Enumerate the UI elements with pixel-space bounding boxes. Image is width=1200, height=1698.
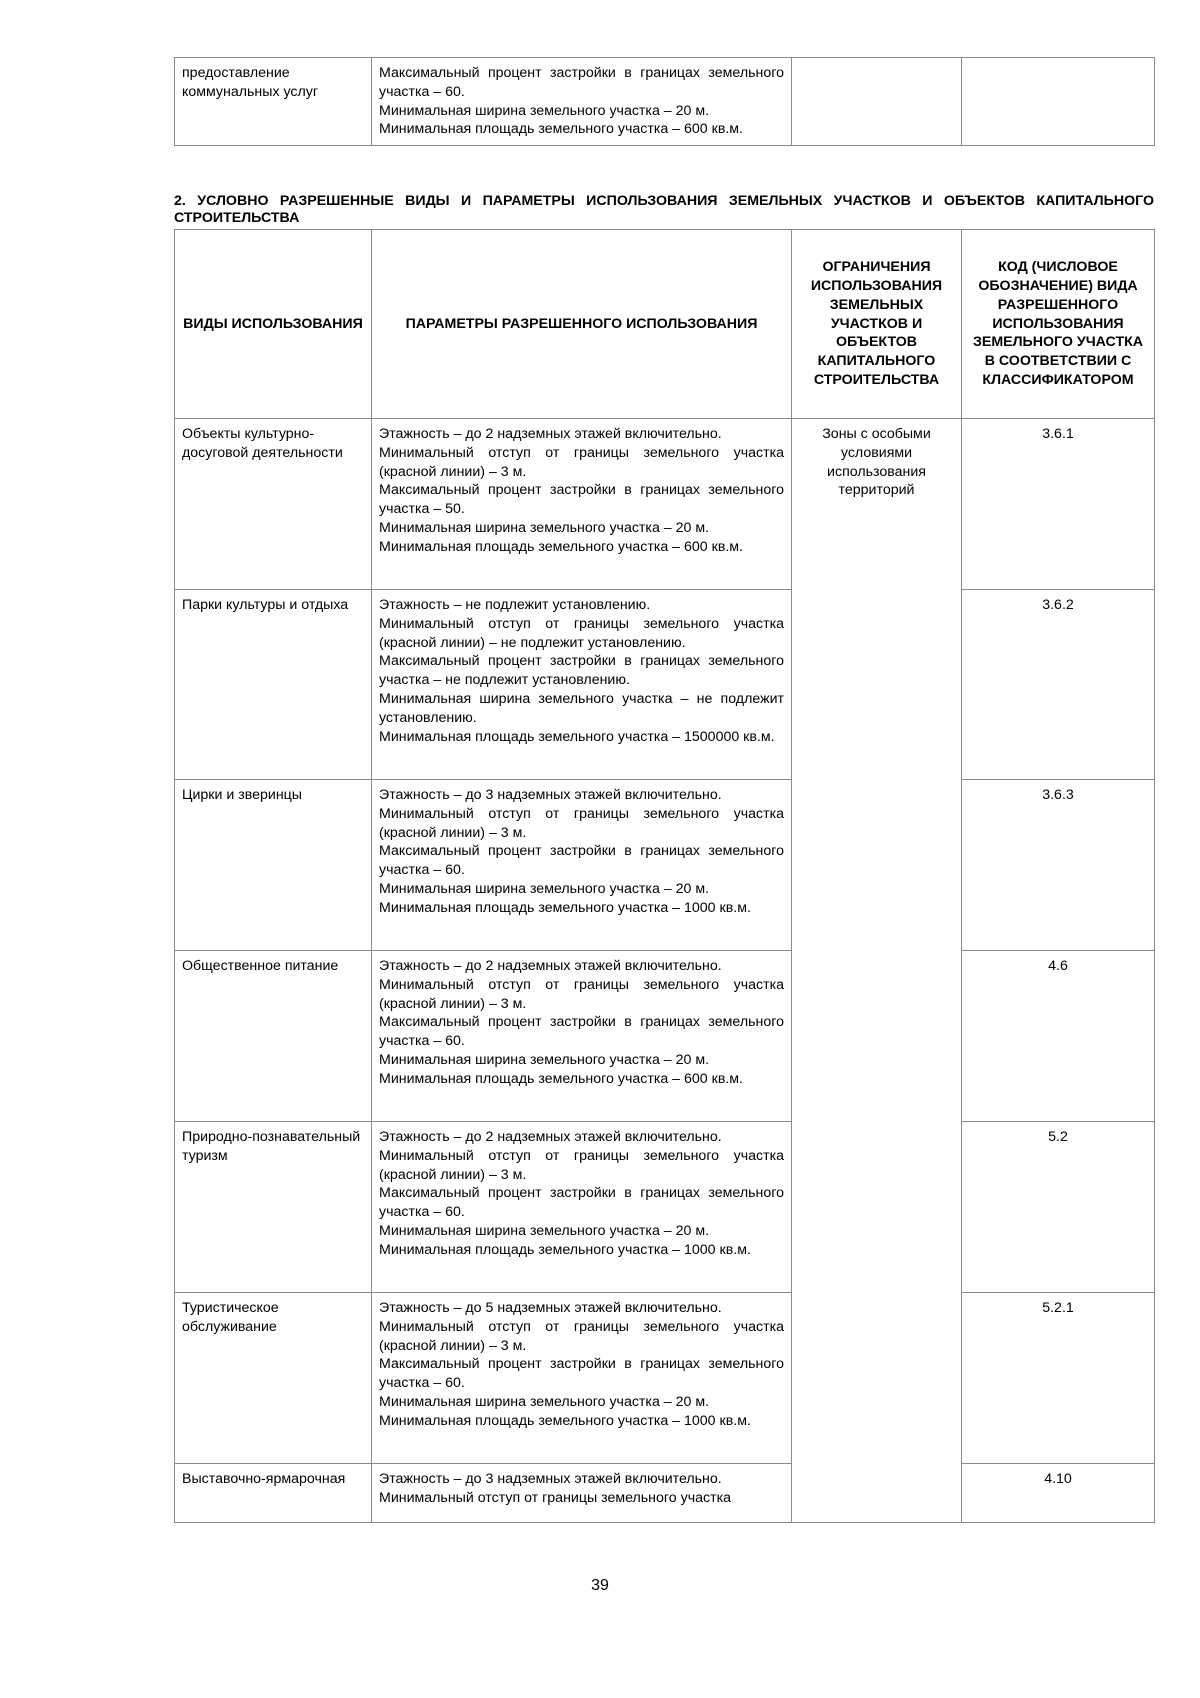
- param-line: Этажность – до 3 надземных этажей включительно.: [379, 787, 722, 803]
- header-restrictions: ОГРАНИЧЕНИЯ ИСПОЛЬЗОВАНИЯ ЗЕМЕЛЬНЫХ УЧАСТКОВ И ОБЪЕКТОВ КАПИТАЛЬНОГО СТРОИТЕЛЬСТВА: [792, 230, 962, 419]
- params-cell: [372, 1122, 792, 1293]
- param-line: Минимальная площадь земельного участка – 1500000 кв.м.: [379, 728, 775, 745]
- param-line: Максимальный процент застройки в границах земельного участка – 60.: [379, 843, 784, 879]
- table-row: [175, 590, 1155, 780]
- param-line: Минимальный отступ от границы земельного участка: [379, 1489, 731, 1506]
- param-line: Максимальный процент застройки в границах земельного участка – не подлежит установлению.: [379, 653, 784, 689]
- param-line: Максимальный процент застройки в границах земельного участка – 60.: [379, 1014, 784, 1050]
- table-row: [175, 780, 1155, 951]
- code-cell: 4.6: [962, 951, 1155, 1122]
- table-row: [175, 1122, 1155, 1293]
- table-row: [175, 1464, 1155, 1523]
- param-line: Минимальная ширина земельного участка – 20 м.: [379, 880, 710, 897]
- params-cell: [372, 1293, 792, 1464]
- code-cell: 3.6.3: [962, 780, 1155, 951]
- conditional-uses-table: [174, 229, 1155, 1523]
- use-type-cell: Объекты культурно-досуговой деятельности: [175, 419, 372, 590]
- use-type-cell: Выставочно-ярмарочная: [175, 1464, 372, 1523]
- param-line: Минимальная ширина земельного участка – не подлежит установлению.: [379, 690, 784, 726]
- param-line: Этажность – до 2 надземных этажей включительно.: [379, 426, 722, 442]
- params-cell: [372, 951, 792, 1122]
- param-line: Минимальная ширина земельного участка – 20 м.: [379, 1051, 710, 1068]
- section-heading: 2. УСЛОВНО РАЗРЕШЕННЫЕ ВИДЫ И ПАРАМЕТРЫ ИСПОЛЬЗОВАНИЯ ЗЕМЕЛЬНЫХ УЧАСТКОВ И ОБЪЕКТОВ КАПИТАЛЬНОГО СТРОИТЕЛЬСТВА: [174, 193, 1154, 226]
- param-line: Минимальный отступ от границы земельного участка (красной линии) – не подлежит установлению.: [379, 615, 784, 651]
- header-code: КОД (ЧИСЛОВОЕ ОБОЗНАЧЕНИЕ) ВИДА РАЗРЕШЕННОГО ИСПОЛЬЗОВАНИЯ ЗЕМЕЛЬНОГО УЧАСТКА В СООТВЕТСТВИИ С КЛАССИФИКАТОРОМ: [962, 230, 1155, 419]
- param-line: Минимальная площадь земельного участка – 600 кв.м.: [379, 1070, 743, 1087]
- restrictions-cell: Зоны с особыми условиями использования территорий: [792, 419, 962, 1523]
- param-line: Максимальный процент застройки в границах земельного участка – 60.: [379, 1356, 784, 1392]
- param-line: Минимальная ширина земельного участка – 20 м.: [379, 1393, 710, 1410]
- params-cell: [372, 780, 792, 951]
- params-cell: [372, 58, 792, 146]
- code-cell: 3.6.2: [962, 590, 1155, 780]
- param-line: Этажность – до 2 надземных этажей включительно.: [379, 1129, 722, 1145]
- use-type-cell: Туристическое обслуживание: [175, 1293, 372, 1464]
- code-cell: [962, 58, 1155, 146]
- param-line: Максимальный процент застройки в границах земельного участка – 50.: [379, 482, 784, 518]
- param-line: Минимальная площадь земельного участка – 1000 кв.м.: [379, 1241, 751, 1258]
- param-line: Минимальный отступ от границы земельного участка (красной линии) – 3 м.: [379, 1147, 784, 1183]
- param-line: Максимальный процент застройки в границах земельного участка – 60.: [379, 1185, 784, 1221]
- code-cell: 3.6.1: [962, 419, 1155, 590]
- continuation-table: [174, 57, 1155, 146]
- param-line: Этажность – до 5 надземных этажей включительно.: [379, 1300, 722, 1316]
- header-row: [175, 230, 1155, 419]
- param-line: Максимальный процент застройки в границах земельного участка – 60.: [379, 65, 784, 100]
- use-type-cell: Природно-познавательный туризм: [175, 1122, 372, 1293]
- param-line: Минимальная ширина земельного участка – 20 м.: [379, 102, 710, 119]
- header-parameters: ПАРАМЕТРЫ РАЗРЕШЕННОГО ИСПОЛЬЗОВАНИЯ: [372, 230, 792, 419]
- code-cell: 4.10: [962, 1464, 1155, 1523]
- param-line: Минимальная ширина земельного участка – 20 м.: [379, 1222, 710, 1239]
- param-line: Этажность – не подлежит установлению.: [379, 597, 651, 613]
- use-type-cell: Общественное питание: [175, 951, 372, 1122]
- use-type-cell: Цирки и зверинцы: [175, 780, 372, 951]
- params-cell: [372, 590, 792, 780]
- table-row: [175, 419, 1155, 590]
- param-line: Минимальный отступ от границы земельного участка (красной линии) – 3 м.: [379, 1318, 784, 1354]
- code-cell: 5.2: [962, 1122, 1155, 1293]
- header-use-types: ВИДЫ ИСПОЛЬЗОВАНИЯ: [175, 230, 372, 419]
- param-line: Этажность – до 2 надземных этажей включительно.: [379, 958, 722, 974]
- restrictions-cell: [792, 58, 962, 146]
- table-row: [175, 951, 1155, 1122]
- param-line: Минимальная площадь земельного участка – 600 кв.м.: [379, 121, 743, 138]
- use-type-cell: Парки культуры и отдыха: [175, 590, 372, 780]
- table-row: [175, 58, 1155, 146]
- code-cell: 5.2.1: [962, 1293, 1155, 1464]
- param-line: Минимальная площадь земельного участка – 1000 кв.м.: [379, 899, 751, 916]
- param-line: Минимальная площадь земельного участка – 1000 кв.м.: [379, 1412, 751, 1429]
- param-line: Минимальный отступ от границы земельного участка (красной линии) – 3 м.: [379, 805, 784, 841]
- params-cell: [372, 1464, 792, 1523]
- param-line: Минимальный отступ от границы земельного участка (красной линии) – 3 м.: [379, 444, 784, 480]
- param-line: Минимальный отступ от границы земельного участка (красной линии) – 3 м.: [379, 976, 784, 1012]
- use-type-cell: предоставление коммунальных услуг: [175, 58, 372, 146]
- param-line: Минимальная ширина земельного участка – 20 м.: [379, 519, 710, 536]
- param-line: Этажность – до 3 надземных этажей включительно.: [379, 1471, 722, 1487]
- table-row: [175, 1293, 1155, 1464]
- page-number: 39: [591, 1577, 609, 1594]
- param-line: Минимальная площадь земельного участка – 600 кв.м.: [379, 538, 743, 555]
- params-cell: [372, 419, 792, 590]
